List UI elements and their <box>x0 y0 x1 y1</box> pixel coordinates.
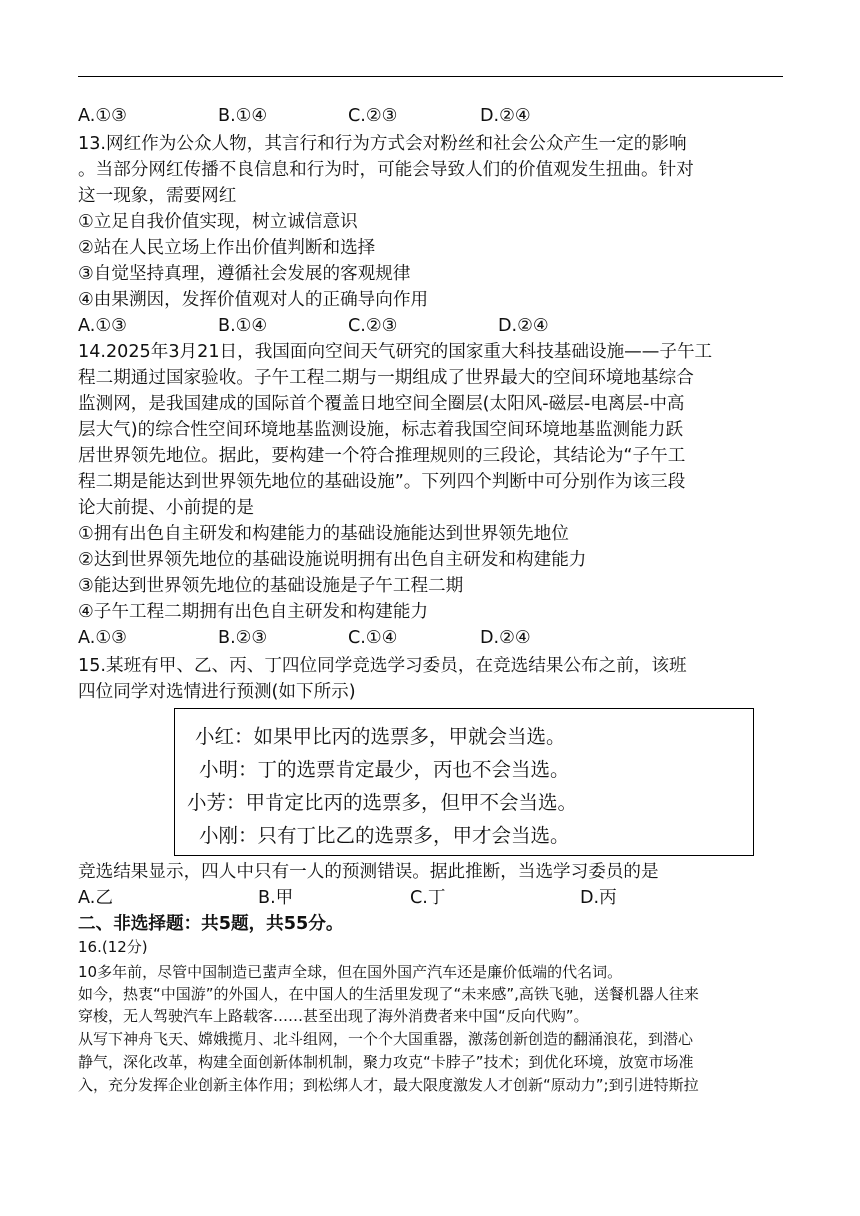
prediction-xiaohong: 小红：如果甲比丙的选票多，甲就会当选。 <box>195 725 566 748</box>
q14-item: ①拥有出色自主研发和构建能力的基础设施能达到世界领先地位 <box>78 524 569 544</box>
q16-paragraph-line: 10多年前，尽管中国制造已蜚声全球，但在国外国产汽车还是廉价低端的代名词。 <box>78 963 623 981</box>
q15-option-c[interactable]: C.丁 <box>410 888 446 908</box>
q12-option-a[interactable]: A.①③ <box>78 106 127 126</box>
q12-option-b[interactable]: B.①④ <box>218 106 268 126</box>
q16-heading: 16.(12分) <box>78 938 148 956</box>
q14-stem-line: 监测网，是我国建成的国际首个覆盖日地空间全圈层(太阳风-磁层-电离层-中高 <box>78 394 685 414</box>
q14-option-b[interactable]: B.②③ <box>218 628 268 648</box>
q16-paragraph-line: 从写下神舟飞天、嫦娥揽月、北斗组网，一个个大国重器，激荡创新创造的翻涌浪花，到潜心 <box>78 1030 694 1048</box>
q12-option-d[interactable]: D.②④ <box>480 106 531 126</box>
q13-item: ④由果溯因，发挥价值观对人的正确导向作用 <box>78 290 429 310</box>
q16-paragraph-line: 入，充分发挥企业创新主体作用；到松绑人才，最大限度激发人才创新“原动力”;到引进特斯拉 <box>78 1076 699 1094</box>
prediction-box <box>174 708 754 856</box>
q13-item: ①立足自我价值实现，树立诚信意识 <box>78 212 358 232</box>
q13-stem-line: 这一现象，需要网红 <box>78 186 237 206</box>
q13-option-c[interactable]: C.②③ <box>348 316 398 336</box>
q14-option-a[interactable]: A.①③ <box>78 628 127 648</box>
q14-option-c[interactable]: C.①④ <box>348 628 398 648</box>
q14-stem-line: 层大气)的综合性空间环境地基监测设施，标志着我国空间环境地基监测能力跃 <box>78 420 684 440</box>
q14-stem-line: 程二期通过国家验收。子午工程二期与一期组成了世界最大的空间环境地基综合 <box>78 368 694 388</box>
q13-item: ③自觉坚持真理，遵循社会发展的客观规律 <box>78 264 411 284</box>
prediction-xiaoming: 小明：丁的选票肯定最少，丙也不会当选。 <box>199 758 570 781</box>
prediction-xiaogang: 小刚：只有丁比乙的选票多，甲才会当选。 <box>199 824 570 847</box>
section-heading: 二、非选择题：共5题，共55分。 <box>78 914 344 934</box>
q14-stem-line: 14.2025年3月21日，我国面向空间天气研究的国家重大科技基础设施——子午工 <box>78 342 713 362</box>
q13-stem-line: 13.网红作为公众人物，其言行和行为方式会对粉丝和社会公众产生一定的影响 <box>78 134 687 154</box>
q13-option-b[interactable]: B.①④ <box>218 316 268 336</box>
q13-stem-line: 。当部分网红传播不良信息和行为时，可能会导致人们的价值观发生扭曲。针对 <box>78 160 694 180</box>
q14-option-d[interactable]: D.②④ <box>480 628 531 648</box>
q13-option-a[interactable]: A.①③ <box>78 316 127 336</box>
q15-option-d[interactable]: D.丙 <box>580 888 617 908</box>
q15-stem-line: 四位同学对选情进行预测(如下所示) <box>78 682 356 702</box>
q14-stem-line: 程二期是能达到世界领先地位的基础设施”。下列四个判断中可分别作为该三段 <box>78 472 686 492</box>
q14-item: ④子午工程二期拥有出色自主研发和构建能力 <box>78 602 429 622</box>
q15-option-b[interactable]: B.甲 <box>258 888 294 908</box>
q14-stem-line: 论大前提、小前提的是 <box>78 498 254 518</box>
q13-option-d[interactable]: D.②④ <box>498 316 549 336</box>
q14-item: ③能达到世界领先地位的基础设施是子午工程二期 <box>78 576 464 596</box>
q16-paragraph-line: 如今，热衷“中国游”的外国人，在中国人的生活里发现了“未来感”,高铁飞驰，送餐机器人往来 <box>78 985 699 1003</box>
q16-paragraph-line: 穿梭，无人驾驶汽车上路载客……甚至出现了海外消费者来中国“反向代购”。 <box>78 1007 589 1025</box>
q15-stem-line: 15.某班有甲、乙、丙、丁四位同学竞选学习委员，在竞选结果公布之前，该班 <box>78 656 687 676</box>
q15-after-text: 竞选结果显示，四人中只有一人的预测错误。据此推断，当选学习委员的是 <box>78 862 659 882</box>
q14-item: ②达到世界领先地位的基础设施说明拥有出色自主研发和构建能力 <box>78 550 587 570</box>
top-rule <box>78 76 783 77</box>
q15-option-a[interactable]: A.乙 <box>78 888 113 908</box>
q16-paragraph-line: 静气，深化改革，构建全面创新体制机制，聚力攻克“卡脖子”技术；到优化环境，放宽市场准 <box>78 1053 694 1071</box>
q12-option-c[interactable]: C.②③ <box>348 106 398 126</box>
q14-stem-line: 居世界领先地位。据此，要构建一个符合推理规则的三段论，其结论为“子午工 <box>78 446 686 466</box>
q13-item: ②站在人民立场上作出价值判断和选择 <box>78 238 376 258</box>
prediction-xiaofang: 小芳：甲肯定比丙的选票多，但甲不会当选。 <box>187 791 578 814</box>
